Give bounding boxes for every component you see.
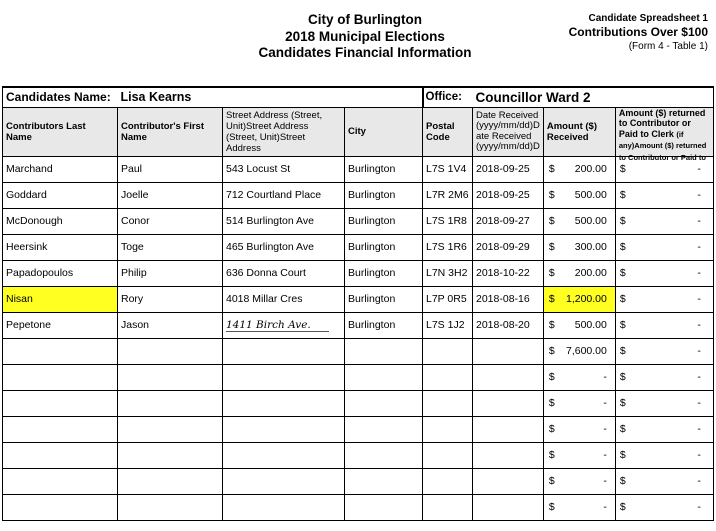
cell-date[interactable]: 2018-08-16 <box>473 286 544 312</box>
currency-sign: $ <box>548 423 555 435</box>
col-header-returned <box>615 107 713 162</box>
cell-date[interactable]: 2018-09-25 <box>473 182 544 208</box>
cell-postal[interactable]: L7N 3H2 <box>423 260 473 286</box>
cell-first-name[interactable] <box>118 468 223 494</box>
amount-value: - <box>603 397 607 409</box>
col-header-street-text: Street Address (Street, Unit)Street Address (Street, Unit)Street Address <box>226 109 323 154</box>
currency-sign: $ <box>548 241 555 253</box>
cell-postal[interactable] <box>423 494 473 520</box>
amount-value: 500.00 <box>574 319 607 331</box>
currency-sign: $ <box>548 397 555 409</box>
currency-sign: $ <box>548 475 555 487</box>
returned-value: - <box>697 345 701 357</box>
cell-first-name[interactable] <box>118 338 223 364</box>
column-header-row <box>3 107 714 156</box>
currency-sign: $ <box>619 449 626 461</box>
cell-last-name[interactable]: Goddard <box>3 182 118 208</box>
cell-first-name[interactable] <box>118 364 223 390</box>
cell-date[interactable]: 2018-09-29 <box>473 234 544 260</box>
cell-postal[interactable]: L7S 1V4 <box>423 156 473 182</box>
title-line-1: City of Burlington <box>308 12 422 27</box>
cell-street[interactable] <box>223 338 345 364</box>
form-reference <box>569 12 708 53</box>
currency-sign: $ <box>619 241 626 253</box>
title-line-2: 2018 Municipal Elections <box>285 28 445 44</box>
table-row <box>3 338 714 364</box>
col-header-amount: Amount ($) Received <box>543 107 615 156</box>
cell-postal[interactable]: L7R 2M6 <box>423 182 473 208</box>
table-row <box>3 364 714 390</box>
col-header-first-name: Contributor's First Name <box>118 107 223 156</box>
cell-date[interactable] <box>473 494 544 520</box>
handwritten-street: 1411 Birch Ave. <box>226 319 329 332</box>
cell-amount[interactable] <box>543 234 615 260</box>
cell-returned[interactable] <box>615 494 713 520</box>
returned-value: - <box>697 189 701 201</box>
currency-sign: $ <box>619 423 626 435</box>
cell-last-name[interactable]: Heersink <box>3 234 118 260</box>
col-header-city: City <box>345 107 423 156</box>
currency-sign: $ <box>619 371 626 383</box>
currency-sign: $ <box>619 475 626 487</box>
col-header-street <box>223 107 345 156</box>
col-header-date-text: Date Received (yyyy/mm/dd)D ate Received (yyyy/mm/dd)D <box>476 109 540 152</box>
cell-amount[interactable] <box>543 312 615 338</box>
cell-last-name[interactable]: Nisan <box>3 286 118 312</box>
contributions-label: Contributions Over $100 <box>568 25 708 39</box>
cell-city[interactable]: Burlington <box>345 182 423 208</box>
cell-returned[interactable] <box>615 234 713 260</box>
cell-amount[interactable] <box>543 468 615 494</box>
cell-city[interactable] <box>345 338 423 364</box>
cell-date[interactable]: 2018-09-25 <box>473 156 544 182</box>
cell-date[interactable] <box>473 416 544 442</box>
cell-amount[interactable] <box>543 338 615 364</box>
candidate-name: Lisa Kearns <box>118 87 423 107</box>
cell-date[interactable] <box>473 390 544 416</box>
cell-city[interactable] <box>345 364 423 390</box>
cell-street[interactable]: 4018 Millar Cres <box>223 286 345 312</box>
cell-first-name[interactable]: Philip <box>118 260 223 286</box>
currency-sign: $ <box>619 215 626 227</box>
cell-street[interactable] <box>223 416 345 442</box>
cell-first-name[interactable] <box>118 442 223 468</box>
returned-value: - <box>697 267 701 279</box>
cell-amount[interactable] <box>543 286 615 312</box>
cell-first-name[interactable] <box>118 416 223 442</box>
cell-city[interactable]: Burlington <box>345 156 423 182</box>
cell-date[interactable]: 2018-09-27 <box>473 208 544 234</box>
cell-street[interactable] <box>223 364 345 390</box>
amount-value: 7,600.00 <box>565 345 607 357</box>
cell-first-name[interactable] <box>118 390 223 416</box>
returned-value: - <box>697 215 701 227</box>
cell-street[interactable]: 514 Burlington Ave <box>223 208 345 234</box>
table-row <box>3 234 714 260</box>
returned-value: - <box>697 423 701 435</box>
col-header-returned-main: Amount ($) returned to Contributor or Paid to Clerk <box>618 107 706 139</box>
cell-returned[interactable] <box>615 312 713 338</box>
cell-first-name[interactable]: Conor <box>118 208 223 234</box>
currency-sign: $ <box>619 501 626 513</box>
cell-postal[interactable] <box>423 364 473 390</box>
cell-city[interactable]: Burlington <box>345 286 423 312</box>
cell-postal[interactable] <box>423 468 473 494</box>
cell-city[interactable] <box>345 416 423 442</box>
cell-first-name[interactable] <box>118 494 223 520</box>
amount-value: 300.00 <box>574 241 607 253</box>
cell-postal[interactable] <box>423 390 473 416</box>
cell-street[interactable]: 543 Locust St <box>223 156 345 182</box>
candidate-name-label: Candidates Name: <box>3 87 118 107</box>
cell-street[interactable]: 712 Courtland Place <box>223 182 345 208</box>
amount-value: 200.00 <box>574 267 607 279</box>
cell-amount[interactable] <box>543 390 615 416</box>
cell-postal[interactable]: L7P 0R5 <box>423 286 473 312</box>
cell-amount[interactable] <box>543 416 615 442</box>
cell-last-name[interactable]: Marchand <box>3 156 118 182</box>
cell-returned[interactable] <box>615 260 713 286</box>
amount-value: 500.00 <box>574 215 607 227</box>
table-row <box>3 468 714 494</box>
cell-street[interactable]: 636 Donna Court <box>223 260 345 286</box>
spreadsheet-label: Candidate Spreadsheet 1 <box>588 13 708 24</box>
table-row <box>3 156 714 182</box>
cell-postal[interactable]: L7S 1R8 <box>423 208 473 234</box>
cell-returned[interactable] <box>615 338 713 364</box>
cell-last-name[interactable] <box>3 416 118 442</box>
cell-amount[interactable] <box>543 260 615 286</box>
title-line-3: Candidates Financial Information <box>258 45 472 60</box>
office-label: Office: <box>423 87 473 107</box>
currency-sign: $ <box>619 345 626 357</box>
currency-sign: $ <box>619 267 626 279</box>
cell-city[interactable] <box>345 468 423 494</box>
cell-first-name[interactable]: Jason <box>118 312 223 338</box>
cell-city[interactable] <box>345 442 423 468</box>
col-header-returned-small: (if any)Amount ($) returned to Contributor or Paid to <box>618 129 707 162</box>
amount-value: 200.00 <box>574 163 607 175</box>
returned-value: - <box>697 475 701 487</box>
cell-first-name[interactable]: Rory <box>118 286 223 312</box>
cell-city[interactable]: Burlington <box>345 260 423 286</box>
cell-last-name[interactable] <box>3 364 118 390</box>
cell-last-name[interactable]: McDonough <box>3 208 118 234</box>
cell-amount[interactable] <box>543 442 615 468</box>
returned-value: - <box>697 163 701 175</box>
table-row <box>3 182 714 208</box>
table-row <box>3 416 714 442</box>
cell-first-name[interactable]: Joelle <box>118 182 223 208</box>
returned-value: - <box>697 449 701 461</box>
currency-sign: $ <box>619 319 626 331</box>
cell-date[interactable] <box>473 338 544 364</box>
currency-sign: $ <box>548 501 555 513</box>
cell-returned[interactable] <box>615 286 713 312</box>
cell-last-name[interactable] <box>3 468 118 494</box>
currency-sign: $ <box>619 163 626 175</box>
cell-returned[interactable] <box>615 442 713 468</box>
cell-street[interactable]: 465 Burlington Ave <box>223 234 345 260</box>
cell-city[interactable]: Burlington <box>345 234 423 260</box>
cell-city[interactable] <box>345 494 423 520</box>
cell-last-name[interactable] <box>3 442 118 468</box>
returned-value: - <box>697 371 701 383</box>
amount-value: - <box>603 501 607 513</box>
table-row <box>3 390 714 416</box>
cell-postal[interactable] <box>423 338 473 364</box>
cell-returned[interactable] <box>615 208 713 234</box>
cell-returned[interactable] <box>615 416 713 442</box>
currency-sign: $ <box>548 163 555 175</box>
cell-last-name[interactable] <box>3 338 118 364</box>
cell-last-name[interactable]: Pepetone <box>3 312 118 338</box>
currency-sign: $ <box>548 215 555 227</box>
cell-date[interactable]: 2018-10-22 <box>473 260 544 286</box>
form-table-label: (Form 4 - Table 1) <box>628 41 708 52</box>
cell-postal[interactable] <box>423 442 473 468</box>
returned-value: - <box>697 319 701 331</box>
table-row <box>3 286 714 312</box>
returned-value: - <box>697 397 701 409</box>
amount-value: 1,200.00 <box>565 293 607 305</box>
amount-value: - <box>603 475 607 487</box>
cell-street[interactable] <box>223 390 345 416</box>
returned-value: - <box>697 501 701 513</box>
cell-first-name[interactable]: Paul <box>118 156 223 182</box>
cell-date[interactable] <box>473 364 544 390</box>
currency-sign: $ <box>619 397 626 409</box>
cell-returned[interactable] <box>615 390 713 416</box>
currency-sign: $ <box>619 293 626 305</box>
cell-postal[interactable] <box>423 416 473 442</box>
cell-street[interactable] <box>223 494 345 520</box>
amount-value: - <box>603 449 607 461</box>
currency-sign: $ <box>548 267 555 279</box>
currency-sign: $ <box>548 189 555 201</box>
cell-amount[interactable] <box>543 182 615 208</box>
table-row <box>3 312 714 338</box>
contributions-table <box>2 86 714 521</box>
currency-sign: $ <box>548 293 555 305</box>
currency-sign: $ <box>548 371 555 383</box>
col-header-last-name: Contributors Last Name <box>3 107 118 156</box>
cell-last-name[interactable]: Papadopoulos <box>3 260 118 286</box>
cell-amount[interactable] <box>543 494 615 520</box>
cell-date[interactable] <box>473 468 544 494</box>
currency-sign: $ <box>548 345 555 357</box>
returned-value: - <box>697 241 701 253</box>
returned-value: - <box>697 293 701 305</box>
currency-sign: $ <box>548 449 555 461</box>
cell-postal[interactable]: L7S 1J2 <box>423 312 473 338</box>
cell-street[interactable] <box>223 468 345 494</box>
cell-date[interactable] <box>473 442 544 468</box>
cell-first-name[interactable]: Toge <box>118 234 223 260</box>
table-row <box>3 208 714 234</box>
cell-last-name[interactable] <box>3 494 118 520</box>
col-header-date <box>473 107 544 156</box>
currency-sign: $ <box>619 189 626 201</box>
office-value: Councillor Ward 2 <box>473 87 714 107</box>
table-row <box>3 260 714 286</box>
cell-city[interactable] <box>345 390 423 416</box>
cell-returned[interactable] <box>615 364 713 390</box>
cell-postal[interactable]: L7S 1R6 <box>423 234 473 260</box>
cell-amount[interactable] <box>543 364 615 390</box>
document-title <box>200 12 530 62</box>
table-row <box>3 442 714 468</box>
cell-amount[interactable] <box>543 208 615 234</box>
cell-returned[interactable] <box>615 156 713 182</box>
cell-street[interactable] <box>223 442 345 468</box>
cell-amount[interactable] <box>543 156 615 182</box>
cell-returned[interactable] <box>615 468 713 494</box>
cell-returned[interactable] <box>615 182 713 208</box>
cell-city[interactable]: Burlington <box>345 312 423 338</box>
cell-street[interactable] <box>223 312 345 338</box>
cell-city[interactable]: Burlington <box>345 208 423 234</box>
candidate-row <box>3 87 714 107</box>
col-header-postal: Postal Code <box>423 107 473 156</box>
table-row <box>3 494 714 520</box>
amount-value: - <box>603 371 607 383</box>
amount-value: 500.00 <box>574 189 607 201</box>
cell-last-name[interactable] <box>3 390 118 416</box>
amount-value: - <box>603 423 607 435</box>
cell-date[interactable]: 2018-08-20 <box>473 312 544 338</box>
currency-sign: $ <box>548 319 555 331</box>
